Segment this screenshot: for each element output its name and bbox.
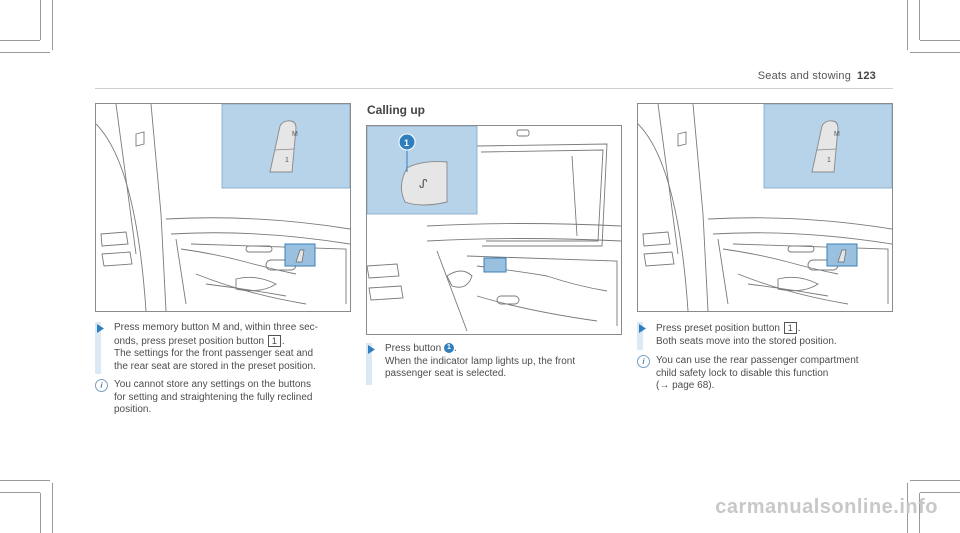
play-arrow-icon (638, 324, 647, 333)
crop-mark (52, 0, 53, 50)
text-line: onds, press preset position button 1 . (114, 335, 285, 347)
text-line: When the indicator lamp lights up, the front (385, 355, 576, 367)
crop-mark (0, 40, 40, 41)
play-arrow-icon (367, 345, 376, 354)
crop-mark (40, 0, 41, 40)
panel-label-m: M (834, 131, 840, 138)
right-step-text (656, 322, 896, 348)
crop-mark (919, 0, 920, 40)
info-icon: i (637, 355, 650, 368)
text-line: position. (114, 404, 152, 415)
text-line: (→ page 68). (656, 380, 715, 391)
svg-text:ᔑ: ᔑ (419, 177, 428, 191)
crop-mark (920, 40, 960, 41)
crop-mark (0, 480, 50, 481)
text-line: for setting and straightening the fully reclined (114, 391, 313, 403)
callout-badge: 1 (444, 343, 454, 353)
text-line: child safety lock to disable this function (656, 367, 829, 379)
door-illustration (367, 126, 621, 334)
crop-mark (907, 0, 908, 50)
crop-mark (910, 480, 960, 481)
header-rule (95, 88, 893, 89)
text-line: You can use the rear passenger compartment (656, 355, 859, 366)
page-number: 123 (857, 70, 876, 82)
panel-label-m: M (292, 131, 298, 138)
preset-key: 1 (268, 335, 281, 347)
figure-door-panel-middle (366, 125, 622, 335)
info-icon: i (95, 379, 108, 392)
text-line: Press memory button M and, within three sec- (114, 322, 318, 333)
watermark: carmanualsonline.info (715, 496, 938, 518)
running-header (758, 70, 876, 82)
preset-key: 1 (784, 322, 797, 334)
text-line: Press button 1 . (385, 343, 457, 354)
left-step-text (114, 322, 354, 373)
middle-step-text (385, 343, 625, 381)
panel-label-1: 1 (827, 157, 831, 164)
text-line: Press preset position button 1 . (656, 323, 801, 334)
text-line: You cannot store any settings on the buttons (114, 379, 311, 390)
figure-door-panel-right (637, 103, 893, 312)
section-title: Calling up (367, 103, 425, 117)
panel-label-1: 1 (285, 157, 289, 164)
text-line: passenger seat is selected. (385, 368, 507, 379)
section-name: Seats and stowing (757, 70, 852, 82)
crop-mark (0, 52, 50, 53)
crop-mark (52, 483, 53, 533)
highlight-box (484, 258, 506, 272)
figure-door-panel-left (95, 103, 351, 312)
crop-mark (0, 492, 40, 493)
door-illustration (638, 104, 892, 311)
right-note-text (656, 355, 896, 393)
text-line: the rear seat are stored in the preset position. (114, 360, 316, 372)
left-note-text (114, 379, 354, 417)
text-line: Both seats move into the stored position. (656, 335, 837, 347)
text-line: The settings for the front passenger seat and (114, 348, 314, 359)
door-illustration (96, 104, 350, 311)
callout-number: 1 (404, 138, 410, 148)
crop-mark (920, 492, 960, 493)
play-arrow-icon (96, 324, 105, 333)
crop-mark (910, 52, 960, 53)
crop-mark (40, 493, 41, 533)
